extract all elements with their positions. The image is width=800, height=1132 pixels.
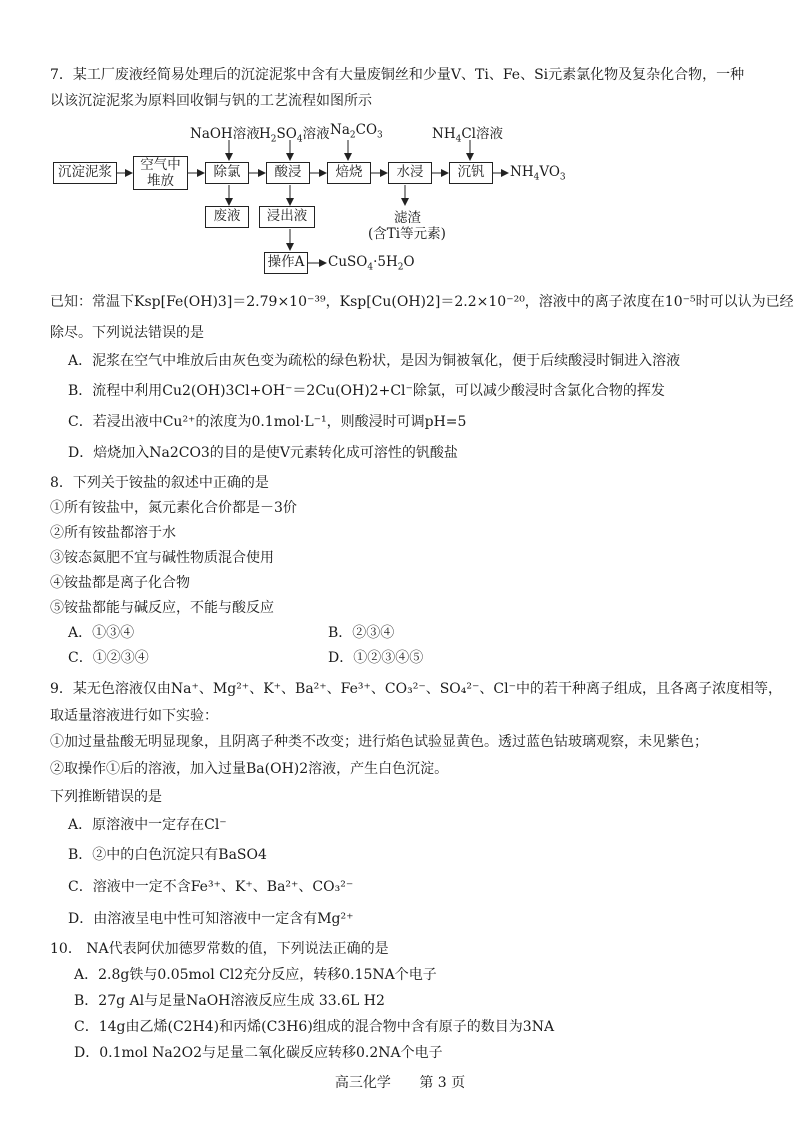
flow-residue-line1: 滤渣 xyxy=(394,210,421,226)
q8-item-3: ③铵态氮肥不宜与碱性物质混合使用 xyxy=(50,550,274,566)
q9-stem-line1: 9．某无色溶液仅由Na⁺、Mg²⁺、K⁺、Ba²⁺、Fe³⁺、CO₃²⁻、SO₄²⁻、Cl⁻中的若干种离子组成，且各离子浓度相等， xyxy=(50,681,782,697)
q10-option-a: A．2.8g铁与0.05mol Cl2充分反应，转移0.15NA个电子 xyxy=(74,967,437,983)
flow-node-air-pile-line2: 堆放 xyxy=(147,173,174,189)
q10-option-d: D．0.1mol Na2O2与足量二氧化碳反应转移0.2NA个电子 xyxy=(74,1045,443,1061)
q8-option-a: A．①③④ xyxy=(68,625,135,641)
q10-option-b: B．27g Al与足量NaOH溶液反应生成 33.6L H2 xyxy=(74,993,385,1009)
flow-reagent-h2so4: $H_2SO_4$溶液 xyxy=(259,126,330,145)
q8-stem: 8．下列关于铵盐的叙述中正确的是 xyxy=(50,475,269,491)
q8-option-d: D．①②③④⑤ xyxy=(328,650,424,666)
q8-item-4: ④铵盐都是离子化合物 xyxy=(50,575,190,591)
flow-node-dechlorination: 除氯 xyxy=(205,162,249,184)
q9-option-a: A．原溶液中一定存在Cl⁻ xyxy=(68,817,227,833)
footer-page-number: 第 3 页 xyxy=(419,1075,466,1091)
q7-option-c: C．若浸出液中Cu²⁺的浓度为0.1mol·L⁻¹，则酸浸时可调pH=5 xyxy=(68,414,467,430)
q7-given-line1: 已知：常温下Ksp[Fe(OH)3]＝2.79×10⁻³⁹，Ksp[Cu(OH)2]＝2.2×10⁻²⁰，溶液中的离子浓度在10⁻⁵时可以认为已经 xyxy=(50,294,794,310)
q8-item-2: ②所有铵盐都溶于水 xyxy=(50,525,176,541)
flow-node-waste-liquid: 废液 xyxy=(205,206,249,228)
flow-node-vanadium-precip: 沉钒 xyxy=(449,162,493,184)
flow-node-roast: 焙烧 xyxy=(327,162,371,184)
q7-stem-line2: 以该沉淀泥浆为原料回收铜与钒的工艺流程如图所示 xyxy=(50,93,372,109)
flow-node-operation-a: 操作A xyxy=(264,252,308,274)
page-footer xyxy=(0,1072,800,1092)
q8-item-5: ⑤铵盐都能与碱反应，不能与酸反应 xyxy=(50,600,274,616)
flow-node-air-pile xyxy=(133,156,188,190)
flow-arrows xyxy=(0,0,800,290)
flow-node-air-pile-line1: 空气中 xyxy=(140,157,181,173)
flow-node-water-leach: 水浸 xyxy=(388,162,432,184)
q9-option-d: D．由溶液呈电中性可知溶液中一定含有Mg²⁺ xyxy=(68,911,354,927)
q7-option-a: A．泥浆在空气中堆放后由灰色变为疏松的绿色粉状，是因为铜被氧化，便于后续酸浸时铜进入溶液 xyxy=(68,353,681,369)
q9-experiment-1: ①加过量盐酸无明显现象，且阴离子种类不改变；进行焰色试验显黄色。透过蓝色钴玻璃观察，未见紫色； xyxy=(50,734,708,750)
q8-option-c: C．①②③④ xyxy=(68,650,149,666)
flow-reagent-naoh: NaOH溶液 xyxy=(190,126,260,142)
q9-option-b: B．②中的白色沉淀只有BaSO4 xyxy=(68,847,267,863)
flow-node-slurry: 沉淀泥浆 xyxy=(53,162,117,184)
flow-product-cu: $CuSO_4\cdot 5H_2O$ xyxy=(328,254,415,273)
flow-residue-line2: (含Ti等元素) xyxy=(368,226,446,242)
footer-subject: 高三化学 xyxy=(334,1075,391,1091)
flow-reagent-na2co3: $Na_2CO_3$ xyxy=(330,122,383,141)
q9-experiment-2: ②取操作①后的溶液，加入过量Ba(OH)2溶液，产生白色沉淀。 xyxy=(50,761,449,777)
q7-stem-line1: 7．某工厂废液经简易处理后的沉淀泥浆中含有大量废铜丝和少量V、Ti、Fe、Si元素氯化物及复杂化合物，一种 xyxy=(50,67,745,83)
q9-stem-line2: 取适量溶液进行如下实验： xyxy=(50,708,218,724)
q9-prompt: 下列推断错误的是 xyxy=(50,789,162,805)
flow-product-v: $NH_4VO_3$ xyxy=(510,164,566,183)
q7-option-b: B．流程中利用Cu2(OH)3Cl+OH⁻＝2Cu(OH)2+Cl⁻除氯，可以减少酸浸时含氯化合物的挥发 xyxy=(68,383,665,399)
flow-node-leachate: 浸出液 xyxy=(259,206,315,228)
q8-item-1: ①所有铵盐中，氮元素化合价都是－3价 xyxy=(50,500,297,516)
flow-node-acid-leach: 酸浸 xyxy=(266,162,310,184)
q7-given-line2: 除尽。下列说法错误的是 xyxy=(50,325,204,341)
flow-reagent-nh4cl: $NH_4Cl$溶液 xyxy=(432,126,503,145)
q10-option-c: C．14g由乙烯(C2H4)和丙烯(C3H6)组成的混合物中含有原子的数目为3NA xyxy=(74,1019,555,1035)
q8-option-b: B．②③④ xyxy=(328,625,395,641)
q9-option-c: C．溶液中一定不含Fe³⁺、K⁺、Ba²⁺、CO₃²⁻ xyxy=(68,879,354,895)
q10-stem: 10． NA代表阿伏加德罗常数的值，下列说法正确的是 xyxy=(50,941,389,957)
q7-option-d: D．焙烧加入Na2CO3的目的是使V元素转化成可溶性的钒酸盐 xyxy=(68,445,458,461)
